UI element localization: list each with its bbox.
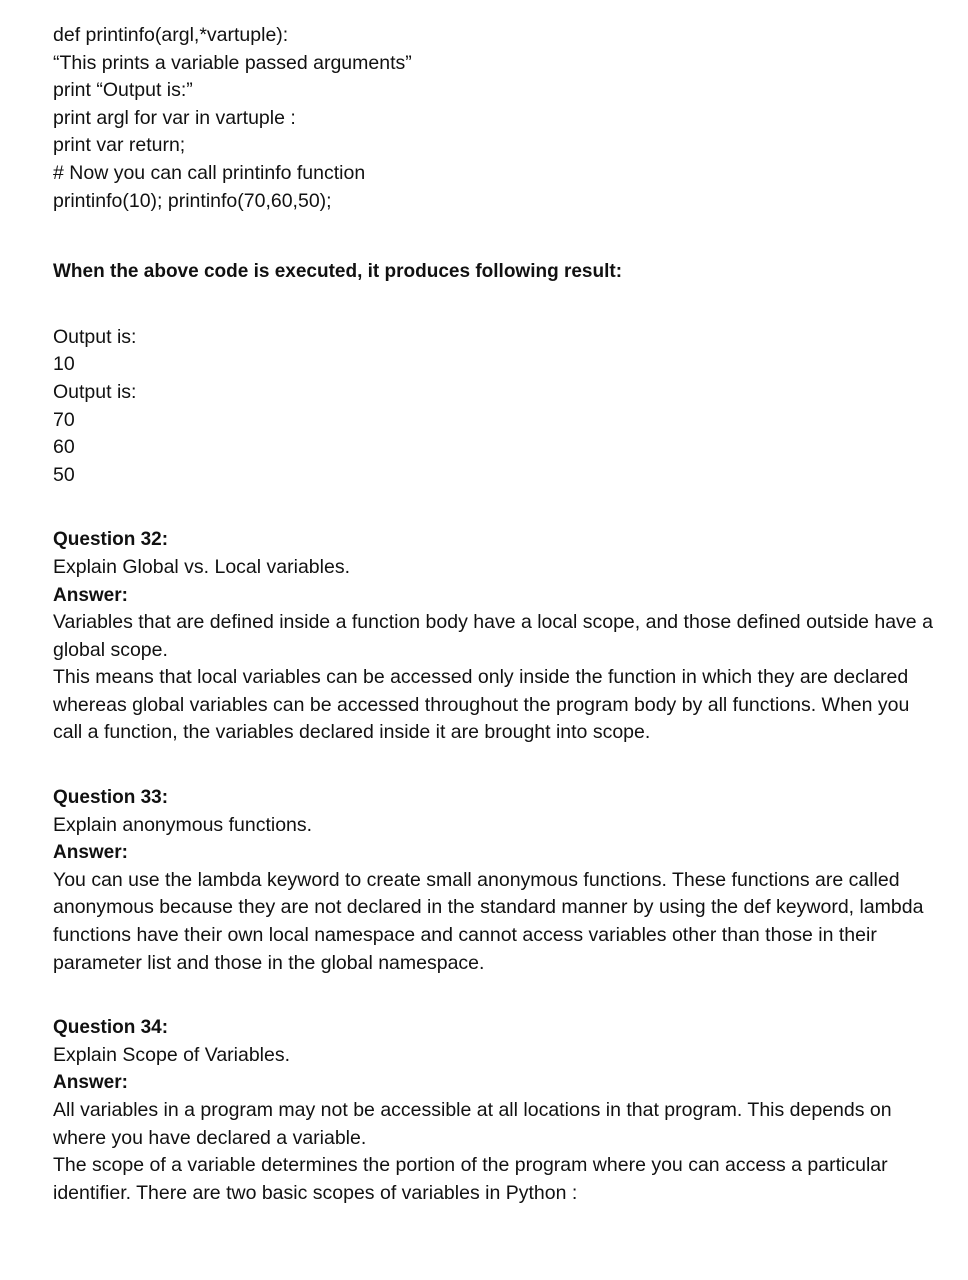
output-line: 50: [53, 463, 75, 486]
answer-paragraph: Variables that are defined inside a function body have a local scope, and those defined outside have a global scope.: [53, 611, 933, 661]
question-text: Explain Scope of Variables.: [53, 1043, 291, 1066]
question-section: [53, 784, 933, 977]
question-text: Explain anonymous functions.: [53, 813, 313, 836]
code-line: # Now you can call printinfo function: [53, 161, 366, 184]
result-heading: When the above code is executed, it produces following result:: [53, 261, 623, 283]
output-block: [53, 324, 933, 490]
code-line: def printinfo(argl,*vartuple):: [53, 24, 289, 46]
output-line: 60: [53, 436, 75, 459]
question-section: [53, 1014, 933, 1207]
question-title: Question 33:: [53, 787, 169, 809]
answer-label: Answer:: [53, 1072, 128, 1094]
document-page: [53, 22, 933, 1207]
answer-paragraph: You can use the lambda keyword to create small anonymous functions. These functions are called anonymous because they are not declared in the standard manner by using the def keyword, lambda functions have their own local namespace and cannot access variables other than those in their parameter list and those in the global namespace.: [53, 868, 924, 974]
answer-label: Answer:: [53, 842, 128, 864]
output-line: 70: [53, 408, 75, 431]
code-line: print argl for var in vartuple :: [53, 106, 296, 129]
answer-paragraph: This means that local variables can be accessed only inside the function in which they are declared whereas global variables can be accessed throughout the program body by all functions. When you call a function, the variables declared inside it are brought into scope.: [53, 666, 910, 744]
output-line: Output is:: [53, 325, 137, 348]
answer-label: Answer:: [53, 584, 128, 606]
question-section: [53, 526, 933, 747]
answer-paragraph: The scope of a variable determines the portion of the program where you can access a particular identifier. There are two basic scopes of variables in Python :: [53, 1154, 888, 1204]
output-line: 10: [53, 353, 75, 376]
code-line: “This prints a variable passed arguments”: [53, 51, 412, 74]
question-title: Question 32:: [53, 529, 169, 551]
answer-paragraph: All variables in a program may not be accessible at all locations in that program. This depends on where you have declared a variable.: [53, 1099, 892, 1149]
code-line: printinfo(10); printinfo(70,60,50);: [53, 189, 332, 212]
code-block: [53, 22, 933, 215]
code-line: print “Output is:”: [53, 79, 193, 102]
question-text: Explain Global vs. Local variables.: [53, 555, 350, 578]
code-line: print var return;: [53, 134, 186, 157]
output-line: Output is:: [53, 380, 137, 403]
question-title: Question 34:: [53, 1017, 169, 1039]
